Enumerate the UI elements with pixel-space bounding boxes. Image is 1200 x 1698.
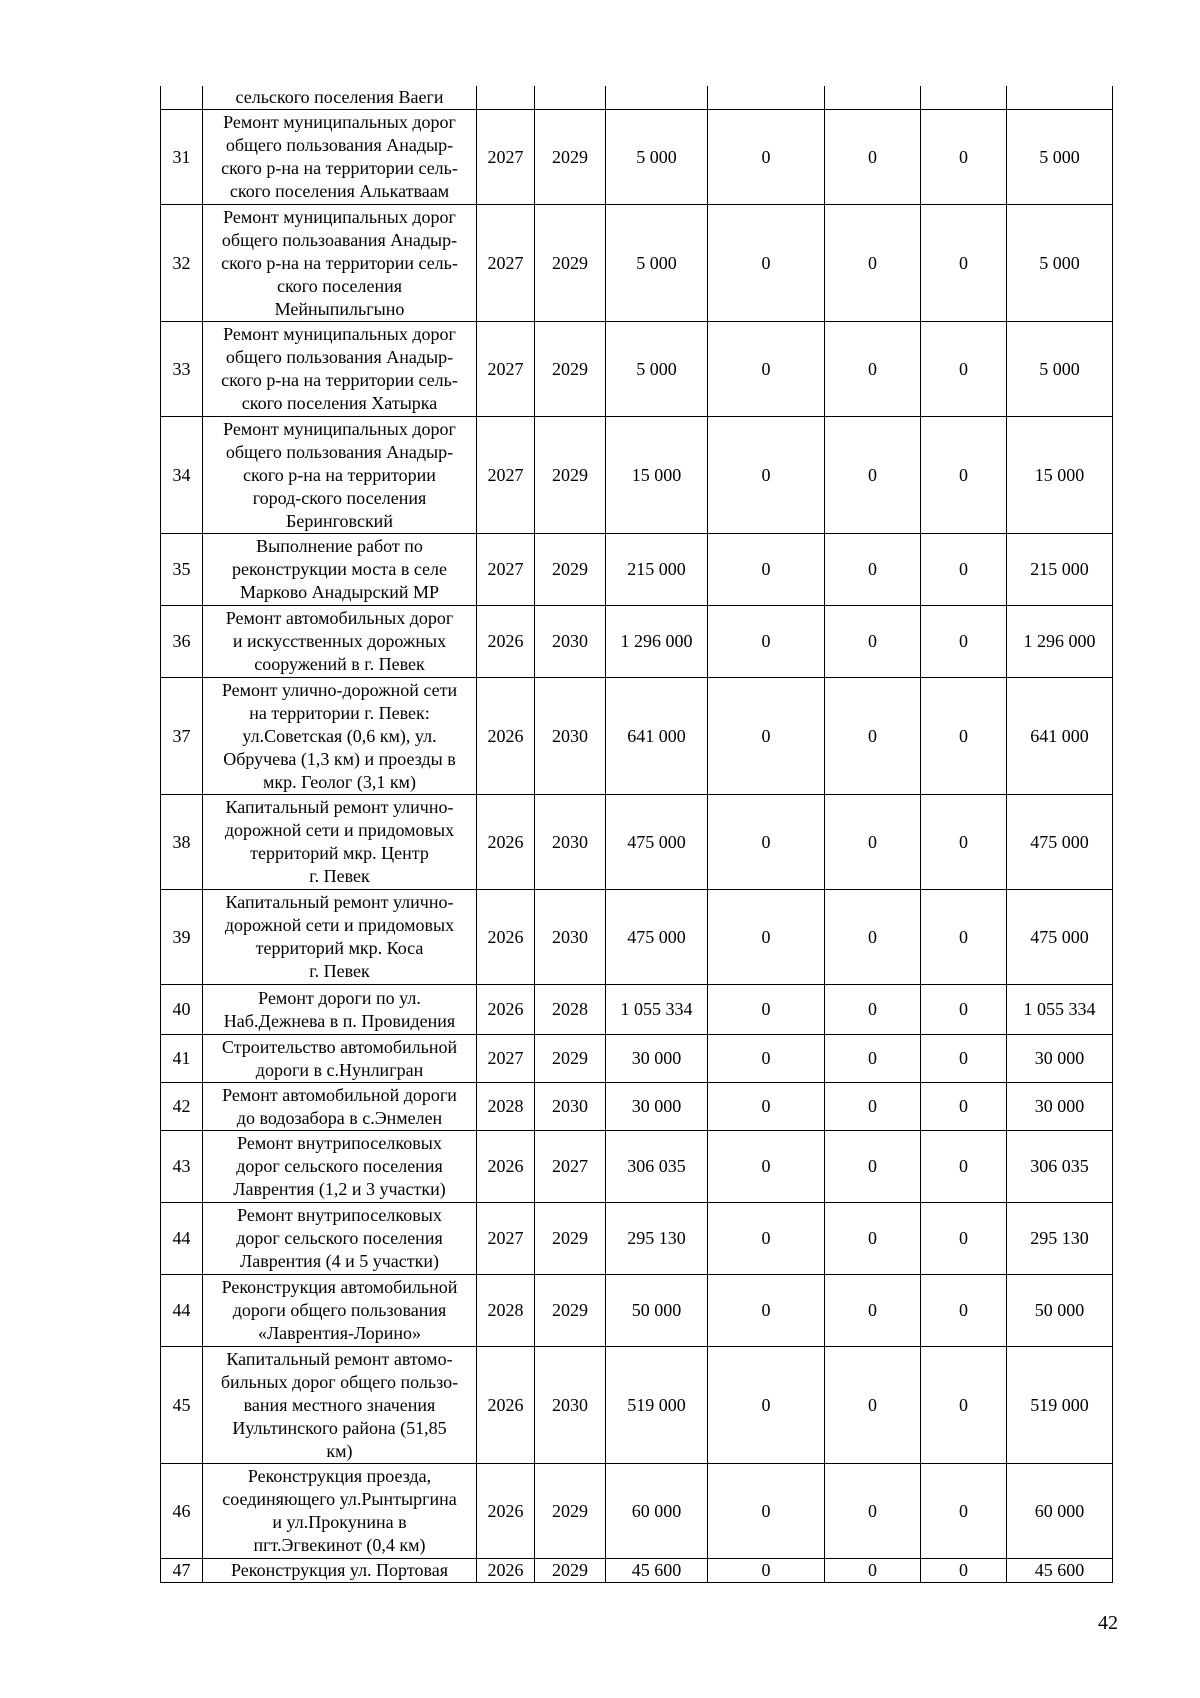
name-line: Реконструкция проезда, [247,1466,432,1486]
col-2-value: 0 [825,795,921,890]
start-year: 2026 [477,1131,535,1203]
end-year: 2030 [535,1083,606,1131]
col-3-value: 0 [921,890,1007,985]
col-4-value: 45 600 [1007,1559,1113,1583]
col-3-value: 0 [921,534,1007,606]
col-2-value: 0 [825,1464,921,1559]
table-row [161,795,1113,890]
row-number: 44 [161,1275,203,1347]
total-amount: 519 000 [606,1347,708,1464]
col-4-value: 215 000 [1007,534,1113,606]
name-line: вания местного значения [243,1394,436,1415]
col-1-value: 0 [708,1464,825,1559]
start-year: 2027 [477,1203,535,1275]
row-number: 42 [161,1083,203,1131]
col-1-value: 0 [708,110,825,205]
name-line: «Лаврентия-Лорино» [257,1323,422,1343]
row-number: 43 [161,1131,203,1203]
table-row [161,985,1113,1035]
col-1-value: 0 [708,985,825,1035]
col-4-value: 475 000 [1007,795,1113,890]
name-line: Мейныпильгыно [274,298,405,319]
col-4-value: 5 000 [1007,205,1113,322]
name-line: Реконструкция ул. Портовая [231,1560,448,1580]
col-3-value: 0 [921,985,1007,1035]
col-4-value: 60 000 [1007,1464,1113,1559]
name-line: Ремонт внутрипоселковых [237,1133,442,1153]
start-year: 2027 [477,1035,535,1083]
row-number: 41 [161,1035,203,1083]
name-line: Наб.Дежнева в п. Провидения [223,1010,456,1031]
col-3-value: 0 [921,110,1007,205]
name-line: соединяющего ул.Рынтыргина [222,1489,457,1509]
col-4-value: 475 000 [1007,890,1113,985]
start-year: 2027 [477,205,535,322]
name-line: Ремонт муниципальных дорог [223,206,456,227]
table-row [161,417,1113,534]
col-1-value: 0 [708,1083,825,1131]
col-2-value: 0 [825,205,921,322]
name-line: Капитальный ремонт улично- [225,797,454,817]
row-name [203,1203,477,1275]
start-year: 2026 [477,1559,535,1583]
end-year: 2030 [535,1347,606,1464]
row-name [203,1464,477,1559]
col-2-value: 0 [825,417,921,534]
name-line: бильных дорог общего пользо- [220,1371,459,1392]
name-line: ского поселения [276,275,403,296]
col-1-value: 0 [708,205,825,322]
row-number: 36 [161,606,203,678]
name-line: ского поселения Алькатваам [229,181,450,201]
end-year: 2030 [535,795,606,890]
row-name [203,1275,477,1347]
col-3-value: 0 [921,795,1007,890]
col-2-value: 0 [825,678,921,795]
total-amount: 5 000 [606,110,708,205]
col-1-value: 0 [708,1347,825,1464]
name-line: дороги общего пользования [232,1300,447,1320]
name-line: Обручева (1,3 км) и проезды в [223,748,456,769]
name-line: Ремонт муниципальных дорог [223,324,456,344]
col-4-value: 50 000 [1007,1275,1113,1347]
table-row [161,322,1113,417]
name-line: общего пользования Анадыр- [225,441,454,462]
row-name [203,985,477,1035]
name-line: Ремонт автомобильных дорог [225,608,454,628]
end-year: 2030 [535,890,606,985]
col-1-value: 0 [708,1275,825,1347]
col-3-value: 0 [921,1559,1007,1583]
total-amount: 306 035 [606,1131,708,1203]
table-row [161,1464,1113,1559]
table-row [161,1559,1113,1583]
col-3-value: 0 [921,1203,1007,1275]
table-row [161,1203,1113,1275]
row-number: 45 [161,1347,203,1464]
table-row [161,1035,1113,1083]
col-2-value: 0 [825,322,921,417]
col-2-value: 0 [825,1035,921,1083]
name-line: до водозабора в с.Энмелен [236,1107,443,1128]
row-number: 35 [161,534,203,606]
col-2-value: 0 [825,1203,921,1275]
total-amount: 1 296 000 [606,606,708,678]
row-name [203,1347,477,1464]
col-1-value: 0 [708,1203,825,1275]
name-line: дорог сельского поселения [236,1156,443,1176]
end-year: 2029 [535,1275,606,1347]
start-year: 2026 [477,1347,535,1464]
program-table [160,86,1113,1583]
col-4-value: 30 000 [1007,1035,1113,1083]
row-name [203,1131,477,1203]
start-year: 2028 [477,1083,535,1131]
row-name [203,534,477,606]
table-row [161,606,1113,678]
name-line: ул.Советская (0,6 км), ул. [242,725,437,746]
row-number: 31 [161,110,203,205]
col-1-value [708,86,825,110]
row-number: 44 [161,1203,203,1275]
end-year: 2029 [535,110,606,205]
col-4-value: 519 000 [1007,1347,1113,1464]
col-4-value [1007,86,1113,110]
name-line: дорожной сети и придомовых [224,820,455,840]
col-3-value: 0 [921,1275,1007,1347]
name-line: Ремонт муниципальных дорог [223,418,456,439]
col-1-value: 0 [708,795,825,890]
start-year: 2028 [477,1275,535,1347]
total-amount: 30 000 [606,1083,708,1131]
end-year [535,86,606,110]
row-name [203,417,477,534]
col-2-value [825,86,921,110]
name-line: дороги в с.Нунлигран [255,1059,424,1080]
end-year: 2029 [535,1464,606,1559]
row-name [203,1559,477,1583]
row-name [203,678,477,795]
table-row [161,205,1113,322]
start-year: 2026 [477,985,535,1035]
col-1-value: 0 [708,1131,825,1203]
name-line: и искусственных дорожных [232,631,447,651]
col-4-value: 641 000 [1007,678,1113,795]
col-2-value: 0 [825,606,921,678]
row-name [203,110,477,205]
col-4-value: 306 035 [1007,1131,1113,1203]
name-line: Капитальный ремонт улично- [225,892,454,912]
col-2-value: 0 [825,110,921,205]
row-name [203,890,477,985]
name-line: общего пользования Анадыр- [225,135,454,155]
start-year: 2026 [477,1464,535,1559]
row-name [203,1083,477,1131]
col-2-value: 0 [825,1131,921,1203]
name-line: г. Певек [309,866,370,886]
start-year: 2026 [477,606,535,678]
row-name [203,795,477,890]
name-line: Беринговский [286,510,393,531]
col-3-value: 0 [921,417,1007,534]
row-number: 32 [161,205,203,322]
name-line: территорий мкр. Центр [250,843,429,863]
col-4-value: 30 000 [1007,1083,1113,1131]
col-3-value: 0 [921,606,1007,678]
name-line: территорий мкр. Коса [255,938,424,958]
end-year: 2029 [535,322,606,417]
table-body [161,86,1113,1583]
name-line: км) [326,1440,353,1461]
start-year: 2026 [477,678,535,795]
row-number: 34 [161,417,203,534]
col-4-value: 1 296 000 [1007,606,1113,678]
col-3-value: 0 [921,1131,1007,1203]
total-amount [606,86,708,110]
row-name [203,86,477,110]
table-row [161,678,1113,795]
name-line: сооружений в г. Певек [254,654,425,674]
row-number: 33 [161,322,203,417]
col-3-value: 0 [921,1347,1007,1464]
col-2-value: 0 [825,534,921,606]
start-year: 2027 [477,322,535,417]
name-line: ского р-на на территории [243,464,436,485]
col-4-value: 15 000 [1007,417,1113,534]
name-line: Ремонт дороги по ул. [258,987,421,1008]
name-line: ского поселения Хатырка [241,393,438,413]
col-3-value: 0 [921,678,1007,795]
name-line: Реконструкция автомобильной [221,1277,458,1297]
start-year: 2027 [477,110,535,205]
end-year: 2029 [535,205,606,322]
table-row [161,534,1113,606]
name-line: на территории г. Певек: [249,702,430,723]
total-amount: 475 000 [606,795,708,890]
col-3-value: 0 [921,205,1007,322]
col-4-value: 295 130 [1007,1203,1113,1275]
name-line: Ремонт внутрипоселковых [237,1205,442,1225]
col-2-value: 0 [825,890,921,985]
start-year: 2026 [477,795,535,890]
name-line: Капитальный ремонт автомо- [226,1348,453,1369]
name-line: Ремонт автомобильной дороги [222,1084,457,1105]
name-line: город-ского поселения [252,487,427,508]
col-1-value: 0 [708,1559,825,1583]
col-1-value: 0 [708,678,825,795]
col-3-value: 0 [921,1464,1007,1559]
name-line: Ремонт муниципальных дорог [223,112,456,132]
name-line: сельского поселения Ваеги [235,87,444,107]
name-line: дорог сельского поселения [236,1228,443,1248]
name-line: реконструкции моста в селе [231,559,447,579]
table-row [161,1347,1113,1464]
name-line: Иультинского района (51,85 [232,1417,447,1438]
end-year: 2030 [535,678,606,795]
name-line: Марково Анадырский МР [239,582,440,602]
total-amount: 50 000 [606,1275,708,1347]
name-line: г. Певек [309,961,370,981]
total-amount: 641 000 [606,678,708,795]
col-1-value: 0 [708,890,825,985]
table-row [161,86,1113,110]
row-number: 46 [161,1464,203,1559]
total-amount: 215 000 [606,534,708,606]
col-4-value: 5 000 [1007,110,1113,205]
total-amount: 30 000 [606,1035,708,1083]
name-line: общего пользоавания Анадыр- [221,229,458,250]
row-number: 39 [161,890,203,985]
row-number: 38 [161,795,203,890]
row-name [203,322,477,417]
total-amount: 295 130 [606,1203,708,1275]
col-2-value: 0 [825,1083,921,1131]
name-line: мкр. Геолог (3,1 км) [263,771,416,792]
name-line: Строительство автомобильной [221,1036,458,1057]
table-row [161,1275,1113,1347]
total-amount: 15 000 [606,417,708,534]
start-year: 2027 [477,417,535,534]
col-1-value: 0 [708,606,825,678]
end-year: 2027 [535,1131,606,1203]
row-name [203,205,477,322]
col-1-value: 0 [708,322,825,417]
total-amount: 5 000 [606,322,708,417]
row-number: 37 [161,678,203,795]
start-year: 2026 [477,890,535,985]
end-year: 2029 [535,1559,606,1583]
row-number: 40 [161,985,203,1035]
end-year: 2029 [535,534,606,606]
end-year: 2030 [535,606,606,678]
col-3-value: 0 [921,322,1007,417]
total-amount: 45 600 [606,1559,708,1583]
name-line: Выполнение работ по [256,536,423,556]
row-name [203,606,477,678]
name-line: Ремонт улично-дорожной сети [221,679,458,700]
end-year: 2028 [535,985,606,1035]
row-number [161,86,203,110]
name-line: и ул.Прокунина в [272,1512,407,1532]
name-line: общего пользования Анадыр- [225,347,454,367]
total-amount: 60 000 [606,1464,708,1559]
name-line: ского р-на на территории сель- [221,252,458,273]
end-year: 2029 [535,417,606,534]
total-amount: 1 055 334 [606,985,708,1035]
name-line: ского р-на на территории сель- [221,158,458,178]
col-3-value [921,86,1007,110]
col-4-value: 1 055 334 [1007,985,1113,1035]
start-year [477,86,535,110]
table-row [161,1131,1113,1203]
col-1-value: 0 [708,417,825,534]
col-2-value: 0 [825,1347,921,1464]
name-line: Лаврентия (1,2 и 3 участки) [233,1179,446,1199]
start-year: 2027 [477,534,535,606]
total-amount: 475 000 [606,890,708,985]
table-row [161,110,1113,205]
name-line: Лаврентия (4 и 5 участки) [240,1251,439,1271]
total-amount: 5 000 [606,205,708,322]
table-row [161,890,1113,985]
name-line: ского р-на на территории сель- [221,370,458,390]
name-line: пгт.Эгвекинот (0,4 км) [253,1535,426,1555]
col-3-value: 0 [921,1083,1007,1131]
row-name [203,1035,477,1083]
end-year: 2029 [535,1035,606,1083]
col-3-value: 0 [921,1035,1007,1083]
table-row [161,1083,1113,1131]
col-4-value: 5 000 [1007,322,1113,417]
col-1-value: 0 [708,1035,825,1083]
end-year: 2029 [535,1203,606,1275]
page-number: 42 [1098,1612,1118,1634]
row-number: 47 [161,1559,203,1583]
col-1-value: 0 [708,534,825,606]
col-2-value: 0 [825,1275,921,1347]
col-2-value: 0 [825,1559,921,1583]
name-line: дорожной сети и придомовых [224,915,455,935]
col-2-value: 0 [825,985,921,1035]
